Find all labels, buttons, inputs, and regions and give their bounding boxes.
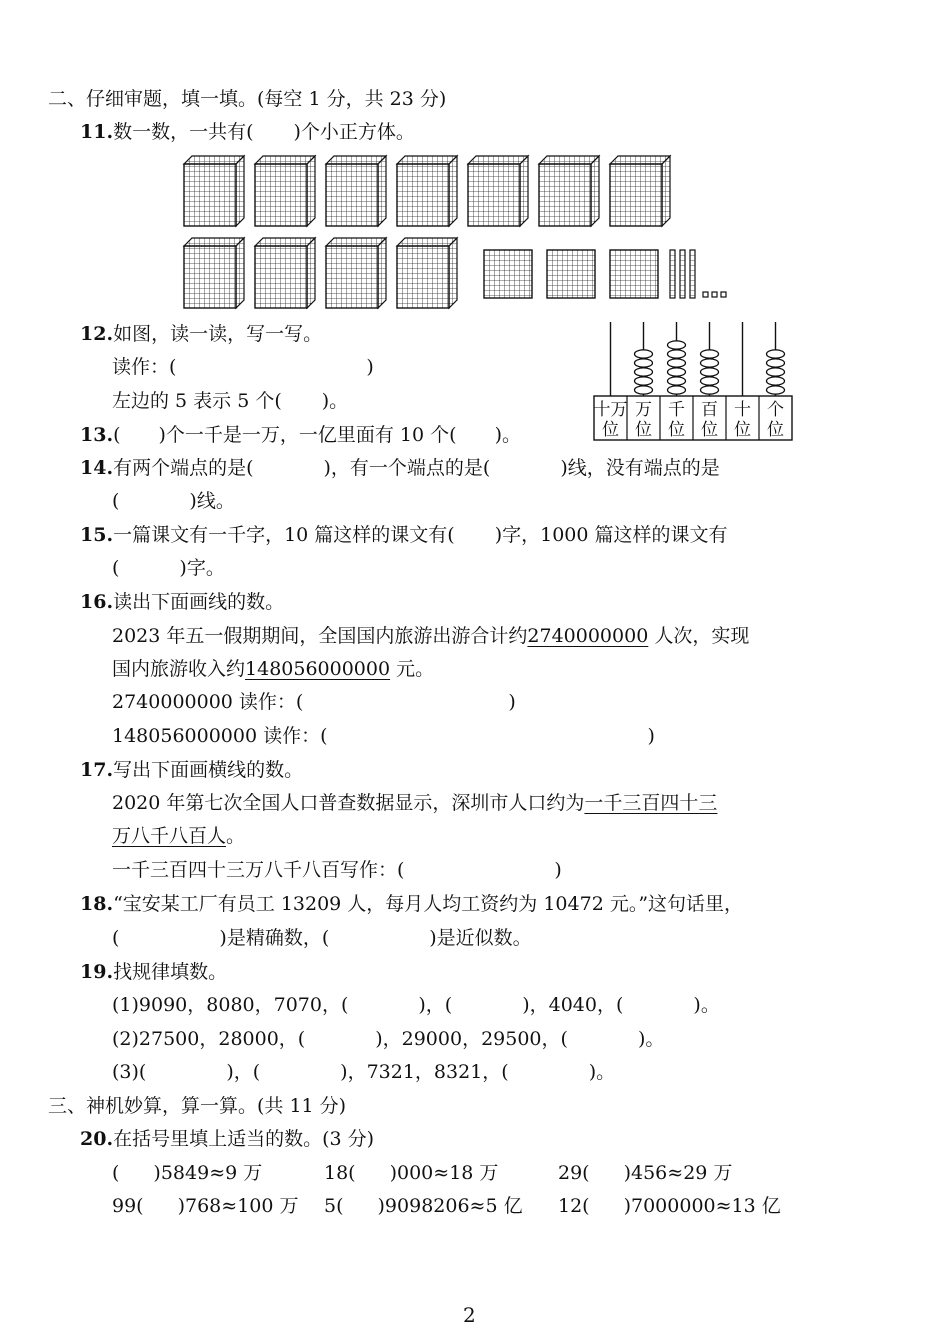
q13-number: 13. xyxy=(80,424,114,446)
q15-text-c: ( xyxy=(112,557,120,579)
q20-r1c3b: )456≈29 万 xyxy=(623,1162,733,1184)
q20-row-1-col-1 xyxy=(112,1160,262,1186)
q17-wb: ) xyxy=(554,859,562,881)
abacus-place-label: 万 xyxy=(635,400,652,420)
unit-cube xyxy=(721,292,726,297)
q14-text-a: 有两个端点的是( xyxy=(113,457,254,479)
q18-number: 18. xyxy=(80,893,114,915)
q19-s2b: )，29000，29500，( xyxy=(375,1028,568,1050)
thousand-cube xyxy=(184,238,244,308)
q12-read-b: ) xyxy=(366,356,374,378)
abacus-bead xyxy=(701,377,719,385)
q15-number: 15. xyxy=(80,524,114,546)
q20-r1c2a: 18( xyxy=(324,1162,356,1184)
q19-s3b: )，( xyxy=(226,1061,261,1083)
abacus-bead xyxy=(767,359,785,367)
q19-sequence-1 xyxy=(112,992,720,1018)
q13-text-b: )个一千是一万，一亿里面有 10 个( xyxy=(158,424,457,446)
q18-text-b: ( xyxy=(112,927,120,949)
thousand-cube xyxy=(610,156,670,226)
q19-s2a: (2)27500，28000，( xyxy=(112,1028,306,1050)
q16-l2b: 元。 xyxy=(396,658,435,680)
q19-s3d: )。 xyxy=(588,1061,616,1083)
q17-l2b: 。 xyxy=(226,825,246,847)
q16-line-1 xyxy=(112,623,749,649)
question-17 xyxy=(80,757,303,783)
ten-rod xyxy=(680,250,685,298)
q16-l1a: 2023 年五一假期期间，全国国内旅游出游合计约 xyxy=(112,625,528,647)
q16-r1a: 2740000000 读作：( xyxy=(112,691,304,713)
abacus-figure xyxy=(590,318,800,444)
q11-number: 11. xyxy=(80,121,114,143)
cube-row-1 xyxy=(184,156,670,226)
q20-r2c1b: )768≈100 万 xyxy=(177,1195,299,1217)
q16-stem: 读出下面画线的数。 xyxy=(113,591,285,613)
abacus-bead xyxy=(701,368,719,376)
q14-text-d: ( xyxy=(112,490,120,512)
q20-r2c2a: 5( xyxy=(324,1195,344,1217)
q20-r2c3a: 12( xyxy=(558,1195,590,1217)
q20-number: 20. xyxy=(80,1128,114,1150)
q11-text-b: )个小正方体。 xyxy=(293,121,415,143)
hundred-flat xyxy=(547,250,595,298)
q20-r2c1a: 99( xyxy=(112,1195,144,1217)
q14-text-c: )线，没有端点的是 xyxy=(560,457,720,479)
q17-number: 17. xyxy=(80,759,114,781)
thousand-cube xyxy=(397,238,457,308)
q17-line-2 xyxy=(112,823,245,849)
abacus-bead xyxy=(767,386,785,394)
q20-stem: 在括号里填上适当的数。(3 分) xyxy=(113,1128,375,1150)
thousand-cube xyxy=(255,238,315,308)
q19-sequence-3 xyxy=(112,1059,615,1085)
q20-row-2-col-3 xyxy=(558,1193,781,1219)
q18-text-c: )是精确数，( xyxy=(219,927,330,949)
question-13 xyxy=(80,422,521,448)
q12-read-a: 读作：( xyxy=(112,356,177,378)
abacus-bead xyxy=(668,368,686,376)
question-16 xyxy=(80,589,284,615)
q12-number: 12. xyxy=(80,323,114,345)
abacus-bead xyxy=(635,386,653,394)
ten-rod xyxy=(690,250,695,298)
q20-r1c1b: )5849≈9 万 xyxy=(153,1162,263,1184)
q12-left-line xyxy=(112,388,348,414)
abacus-place-label: 位 xyxy=(701,420,718,440)
abacus-bead xyxy=(767,350,785,358)
abacus-bead xyxy=(635,359,653,367)
abacus-place-label: 百 xyxy=(701,400,718,420)
q19-s1c: )，4040，( xyxy=(522,994,624,1016)
abacus-bead xyxy=(701,359,719,367)
section-2-title: 二、仔细审题，填一填。(每空 1 分，共 23 分) xyxy=(48,88,447,110)
thousand-cube xyxy=(397,156,457,226)
q18-line-2 xyxy=(112,925,532,951)
abacus-bead xyxy=(668,377,686,385)
q20-r2c3b: )7000000≈13 亿 xyxy=(623,1195,781,1217)
q16-read-1 xyxy=(112,689,516,715)
thousand-cube xyxy=(255,156,315,226)
question-18 xyxy=(80,891,743,917)
abacus-place-label: 十 xyxy=(734,400,751,420)
q16-underlined-number-2: 148056000000 xyxy=(245,658,391,680)
hundred-flat xyxy=(484,250,532,298)
q19-sequence-2 xyxy=(112,1026,664,1052)
unit-cube xyxy=(712,292,717,297)
q16-number: 16. xyxy=(80,591,114,613)
q20-row-1-col-2 xyxy=(324,1160,498,1186)
thousand-cube xyxy=(184,156,244,226)
q12-left-a: 左边的 5 表示 5 个( xyxy=(112,390,282,412)
q19-s3c: )，7321，8321，( xyxy=(340,1061,509,1083)
question-14 xyxy=(80,455,720,481)
q16-read-2 xyxy=(112,723,655,749)
question-11 xyxy=(80,119,415,145)
abacus-place-label: 位 xyxy=(602,420,619,440)
abacus-bead xyxy=(767,377,785,385)
thousand-cube xyxy=(539,156,599,226)
q15-line-2 xyxy=(112,555,225,581)
q19-stem: 找规律填数。 xyxy=(113,961,228,983)
q12-read-line xyxy=(112,354,374,380)
q20-row-2-col-1 xyxy=(112,1193,299,1219)
q15-text-a: 一篇课文有一千字，10 篇这样的课文有( xyxy=(113,524,455,546)
q20-r1c2b: )000≈18 万 xyxy=(389,1162,499,1184)
abacus-bead xyxy=(635,368,653,376)
q16-r2b: ) xyxy=(647,725,655,747)
abacus-bead xyxy=(668,386,686,394)
q20-row-2-col-2 xyxy=(324,1193,523,1219)
q18-text-d: )是近似数。 xyxy=(429,927,532,949)
q13-text-a: ( xyxy=(113,424,121,446)
q20-row-1-col-3 xyxy=(558,1160,732,1186)
q16-l2a: 国内旅游收入约 xyxy=(112,658,246,680)
question-15 xyxy=(80,522,728,548)
q17-stem: 写出下面画横线的数。 xyxy=(113,759,304,781)
q17-l1a: 2020 年第七次全国人口普查数据显示，深圳市人口约为 xyxy=(112,792,585,814)
q15-text-b: )字，1000 篇这样的课文有 xyxy=(494,524,728,546)
q15-text-d: )字。 xyxy=(179,557,225,579)
base-ten-blocks-figure xyxy=(180,152,740,312)
abacus-place-label: 十万 xyxy=(593,400,628,420)
abacus-bead xyxy=(668,341,686,349)
q17-wa: 一千三百四十三万八千八百写作：( xyxy=(112,859,405,881)
q16-underlined-number-1: 2740000000 xyxy=(527,625,649,647)
q11-text-a: 数一数，一共有( xyxy=(113,121,254,143)
abacus-place-label: 位 xyxy=(767,420,784,440)
q16-line-2 xyxy=(112,656,434,682)
q19-s1b: )，( xyxy=(418,994,453,1016)
abacus-place-label: 千 xyxy=(668,400,685,420)
unit-cube xyxy=(703,292,708,297)
q12-stem: 如图，读一读，写一写。 xyxy=(113,323,323,345)
ten-rod xyxy=(670,250,675,298)
q19-s1a: (1)9090，8080，7070，( xyxy=(112,994,349,1016)
q16-l1b: 人次，实现 xyxy=(654,625,750,647)
section-3-title: 三、神机妙算，算一算。(共 11 分) xyxy=(48,1095,347,1117)
q13-text-c: )。 xyxy=(494,424,521,446)
thousand-cube xyxy=(326,238,386,308)
thousand-cube xyxy=(468,156,528,226)
cube-row-2 xyxy=(184,238,726,308)
question-12 xyxy=(80,321,322,347)
q12-left-b: )。 xyxy=(321,390,349,412)
q17-underlined-1: 一千三百四十三 xyxy=(584,792,718,814)
q20-r1c1a: ( xyxy=(112,1162,120,1184)
abacus-bead xyxy=(701,350,719,358)
abacus-bead xyxy=(668,350,686,358)
q17-write-line xyxy=(112,857,562,883)
question-19 xyxy=(80,959,227,985)
abacus-place-label: 位 xyxy=(734,420,751,440)
q14-text-b: )，有一个端点的是( xyxy=(323,457,491,479)
abacus-bead xyxy=(701,386,719,394)
thousand-cube xyxy=(326,156,386,226)
q19-s1d: )。 xyxy=(693,994,720,1016)
abacus-bead xyxy=(635,377,653,385)
q18-text-a: “宝安某工厂有员工 13209 人，每月人均工资约为 10472 元。”这句话里， xyxy=(113,893,744,915)
q19-s2c: )。 xyxy=(637,1028,665,1050)
q19-s3a: (3)( xyxy=(112,1061,147,1083)
abacus-bead xyxy=(635,350,653,358)
abacus-place-label: 位 xyxy=(635,420,652,440)
q16-r2a: 148056000000 读作：( xyxy=(112,725,328,747)
q14-line-2 xyxy=(112,488,235,514)
q16-r1b: ) xyxy=(508,691,516,713)
q17-line-1 xyxy=(112,790,717,816)
abacus-place-label: 个 xyxy=(767,400,784,420)
abacus-bead xyxy=(767,368,785,376)
q14-number: 14. xyxy=(80,457,114,479)
page-number: 2 xyxy=(463,1303,476,1327)
q19-number: 19. xyxy=(80,961,114,983)
q17-underlined-2: 万八千八百人 xyxy=(112,825,227,847)
q20-r1c3a: 29( xyxy=(558,1162,590,1184)
q14-text-e: )线。 xyxy=(189,490,235,512)
abacus-bead xyxy=(668,359,686,367)
hundred-flat xyxy=(610,250,658,298)
question-20 xyxy=(80,1126,374,1152)
abacus-place-label: 位 xyxy=(668,420,685,440)
q20-r2c2b: )9098206≈5 亿 xyxy=(377,1195,523,1217)
